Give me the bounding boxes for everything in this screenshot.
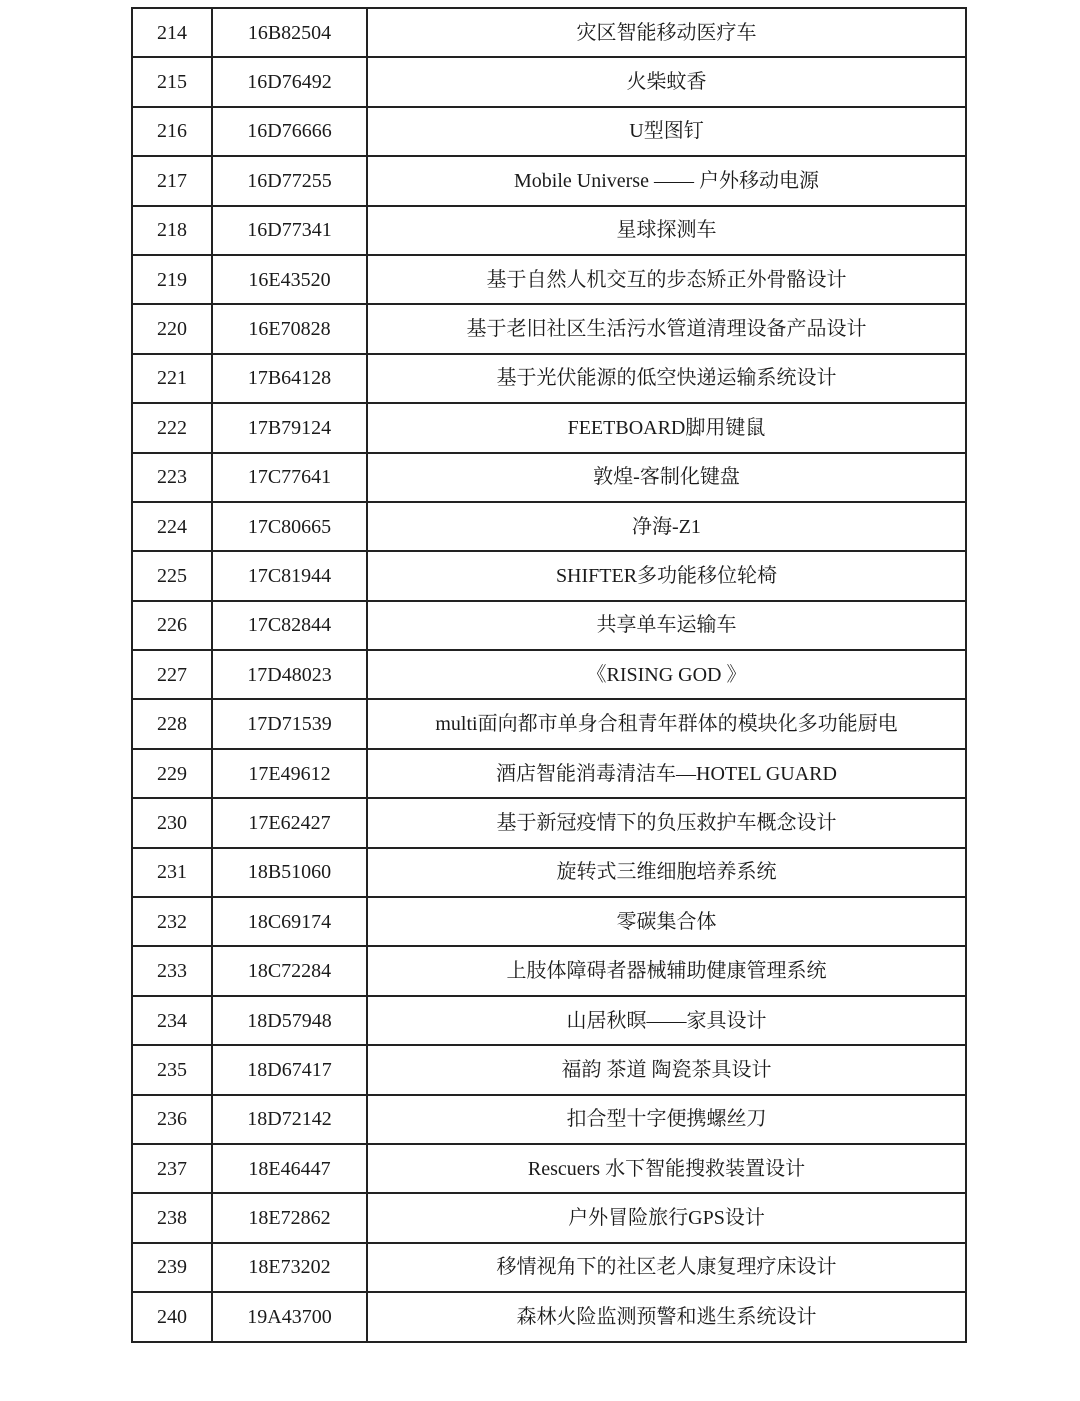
- table-row: [132, 107, 966, 156]
- project-name-cell: FEETBOARD脚用键鼠: [367, 403, 966, 452]
- table-row: [132, 897, 966, 946]
- project-code-cell: 17D71539: [212, 699, 367, 748]
- project-name-cell: 净海-Z1: [367, 502, 966, 551]
- project-name-cell: 共享单车运输车: [367, 601, 966, 650]
- project-table-container: [131, 7, 965, 1343]
- row-number-cell: 235: [132, 1045, 212, 1094]
- table-row: [132, 1095, 966, 1144]
- project-code-cell: 16E43520: [212, 255, 367, 304]
- project-code-cell: 16B82504: [212, 8, 367, 57]
- row-number-cell: 238: [132, 1193, 212, 1242]
- table-row: [132, 502, 966, 551]
- project-name-cell: 山居秋暝——家具设计: [367, 996, 966, 1045]
- row-number-cell: 226: [132, 601, 212, 650]
- table-row: [132, 1193, 966, 1242]
- project-name-cell: 福韵 茶道 陶瓷茶具设计: [367, 1045, 966, 1094]
- project-code-cell: 18B51060: [212, 848, 367, 897]
- project-table: [131, 7, 967, 1343]
- project-code-cell: 16D77341: [212, 206, 367, 255]
- table-row: [132, 1243, 966, 1292]
- project-name-cell: Mobile Universe —— 户外移动电源: [367, 156, 966, 205]
- project-code-cell: 19A43700: [212, 1292, 367, 1341]
- row-number-cell: 219: [132, 255, 212, 304]
- project-code-cell: 18C69174: [212, 897, 367, 946]
- table-row: [132, 255, 966, 304]
- table-row: [132, 8, 966, 57]
- row-number-cell: 222: [132, 403, 212, 452]
- table-row: [132, 304, 966, 353]
- table-row: [132, 57, 966, 106]
- row-number-cell: 234: [132, 996, 212, 1045]
- project-code-cell: 17B79124: [212, 403, 367, 452]
- project-name-cell: SHIFTER多功能移位轮椅: [367, 551, 966, 600]
- project-name-cell: Rescuers 水下智能搜救装置设计: [367, 1144, 966, 1193]
- row-number-cell: 227: [132, 650, 212, 699]
- table-row: [132, 1292, 966, 1341]
- project-name-cell: U型图钉: [367, 107, 966, 156]
- row-number-cell: 216: [132, 107, 212, 156]
- project-code-cell: 17C82844: [212, 601, 367, 650]
- project-name-cell: 零碳集合体: [367, 897, 966, 946]
- table-row: [132, 848, 966, 897]
- project-code-cell: 18E46447: [212, 1144, 367, 1193]
- project-code-cell: 17E62427: [212, 798, 367, 847]
- row-number-cell: 223: [132, 453, 212, 502]
- row-number-cell: 228: [132, 699, 212, 748]
- row-number-cell: 236: [132, 1095, 212, 1144]
- row-number-cell: 217: [132, 156, 212, 205]
- project-name-cell: 基于新冠疫情下的负压救护车概念设计: [367, 798, 966, 847]
- row-number-cell: 220: [132, 304, 212, 353]
- table-row: [132, 156, 966, 205]
- project-name-cell: 移情视角下的社区老人康复理疗床设计: [367, 1243, 966, 1292]
- project-code-cell: 17C80665: [212, 502, 367, 551]
- project-code-cell: 16D77255: [212, 156, 367, 205]
- row-number-cell: 224: [132, 502, 212, 551]
- row-number-cell: 221: [132, 354, 212, 403]
- row-number-cell: 240: [132, 1292, 212, 1341]
- project-code-cell: 17E49612: [212, 749, 367, 798]
- project-code-cell: 18D57948: [212, 996, 367, 1045]
- row-number-cell: 218: [132, 206, 212, 255]
- table-row: [132, 946, 966, 995]
- table-row: [132, 1045, 966, 1094]
- project-name-cell: 森林火险监测预警和逃生系统设计: [367, 1292, 966, 1341]
- table-row: [132, 749, 966, 798]
- project-name-cell: multi面向都市单身合租青年群体的模块化多功能厨电: [367, 699, 966, 748]
- project-code-cell: 16D76666: [212, 107, 367, 156]
- row-number-cell: 215: [132, 57, 212, 106]
- table-row: [132, 996, 966, 1045]
- table-row: [132, 1144, 966, 1193]
- project-code-cell: 18D72142: [212, 1095, 367, 1144]
- row-number-cell: 214: [132, 8, 212, 57]
- project-code-cell: 17C81944: [212, 551, 367, 600]
- row-number-cell: 231: [132, 848, 212, 897]
- row-number-cell: 230: [132, 798, 212, 847]
- table-row: [132, 354, 966, 403]
- table-row: [132, 453, 966, 502]
- project-name-cell: 灾区智能移动医疗车: [367, 8, 966, 57]
- project-name-cell: 基于自然人机交互的步态矫正外骨骼设计: [367, 255, 966, 304]
- project-code-cell: 18E72862: [212, 1193, 367, 1242]
- table-row: [132, 403, 966, 452]
- table-row: [132, 601, 966, 650]
- table-row: [132, 551, 966, 600]
- row-number-cell: 229: [132, 749, 212, 798]
- project-code-cell: 16E70828: [212, 304, 367, 353]
- project-code-cell: 17B64128: [212, 354, 367, 403]
- project-code-cell: 17D48023: [212, 650, 367, 699]
- project-code-cell: 17C77641: [212, 453, 367, 502]
- project-name-cell: 户外冒险旅行GPS设计: [367, 1193, 966, 1242]
- project-name-cell: 上肢体障碍者器械辅助健康管理系统: [367, 946, 966, 995]
- table-row: [132, 206, 966, 255]
- project-code-cell: 18E73202: [212, 1243, 367, 1292]
- project-name-cell: 星球探测车: [367, 206, 966, 255]
- project-name-cell: 旋转式三维细胞培养系统: [367, 848, 966, 897]
- row-number-cell: 237: [132, 1144, 212, 1193]
- row-number-cell: 233: [132, 946, 212, 995]
- project-name-cell: 酒店智能消毒清洁车—HOTEL GUARD: [367, 749, 966, 798]
- table-row: [132, 798, 966, 847]
- table-row: [132, 650, 966, 699]
- row-number-cell: 232: [132, 897, 212, 946]
- project-code-cell: 18C72284: [212, 946, 367, 995]
- project-name-cell: 扣合型十字便携螺丝刀: [367, 1095, 966, 1144]
- project-code-cell: 16D76492: [212, 57, 367, 106]
- project-name-cell: 敦煌-客制化键盘: [367, 453, 966, 502]
- project-name-cell: 基于老旧社区生活污水管道清理设备产品设计: [367, 304, 966, 353]
- row-number-cell: 239: [132, 1243, 212, 1292]
- project-code-cell: 18D67417: [212, 1045, 367, 1094]
- row-number-cell: 225: [132, 551, 212, 600]
- project-name-cell: 火柴蚊香: [367, 57, 966, 106]
- project-name-cell: 《RISING GOD 》: [367, 650, 966, 699]
- project-name-cell: 基于光伏能源的低空快递运输系统设计: [367, 354, 966, 403]
- table-row: [132, 699, 966, 748]
- table-body: [132, 8, 966, 1342]
